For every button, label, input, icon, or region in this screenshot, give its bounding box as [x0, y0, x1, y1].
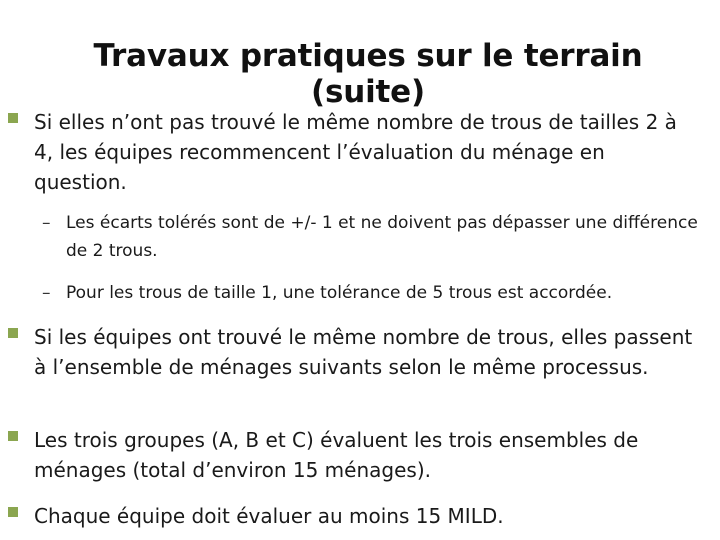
bullet-text: Si elles n’ont pas trouvé le même nombre de trous de tailles 2 à 4, les équipes recommencent l’évaluation du ménage en question.	[34, 110, 677, 194]
dash-bullet-icon: –	[42, 213, 51, 233]
square-bullet-icon	[8, 507, 18, 517]
sub-item-text: Les écarts tolérés sont de +/- 1 et ne doivent pas dépasser une différence de 2 trous.	[66, 213, 698, 261]
bullet-text: Chaque équipe doit évaluer au moins 15 MILD.	[34, 504, 504, 528]
sub-item-text: Pour les trous de taille 1, une tolérance de 5 trous est accordée.	[66, 283, 613, 303]
square-bullet-icon	[8, 328, 18, 338]
square-bullet-icon	[8, 431, 18, 441]
bullet-text: Les trois groupes (A, B et C) évaluent les trois ensembles de ménages (total d’environ 15 ménages).	[34, 428, 639, 482]
square-bullet-icon	[8, 113, 18, 123]
dash-bullet-icon: –	[42, 283, 51, 303]
slide-title: Travaux pratiques sur le terrain (suite)	[93, 38, 643, 110]
bullet-text: Si les équipes ont trouvé le même nombre de trous, elles passent à l’ensemble de ménages suivants selon le même processus.	[34, 325, 693, 379]
